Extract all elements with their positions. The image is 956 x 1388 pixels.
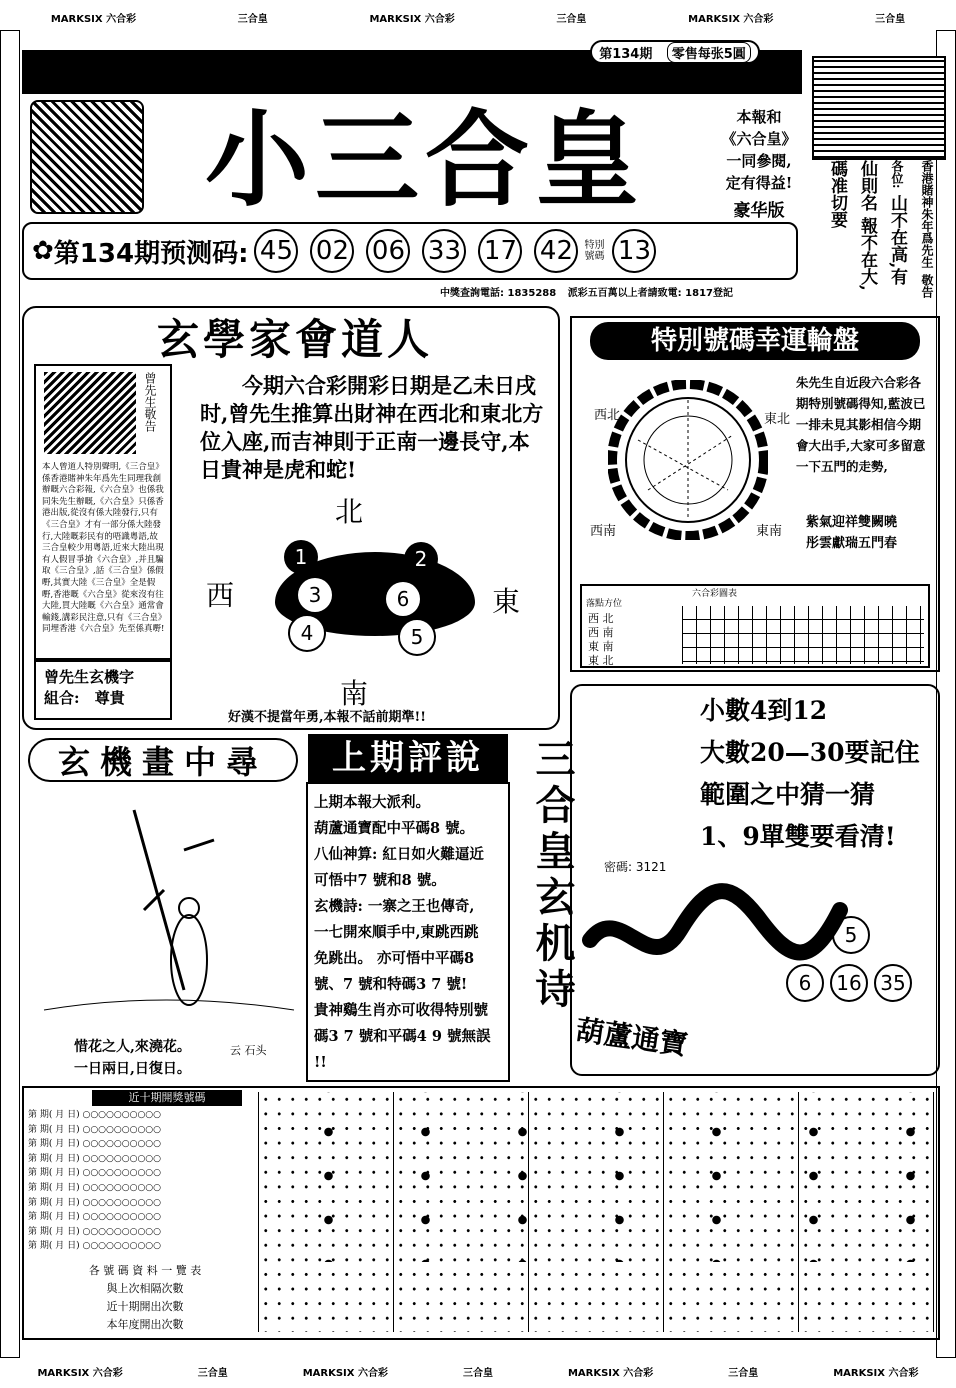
strip-item: 三合皇 xyxy=(728,1367,759,1379)
prediction-label: 第134期预测码: xyxy=(53,238,249,269)
page-title: 小三合皇 xyxy=(204,99,645,221)
history-row: 第 期( 月 日) ○○○○○○○○○○ xyxy=(28,1139,162,1150)
issue-label: 第134期 xyxy=(599,46,653,62)
history-row: 第 期( 月 日) ○○○○○○○○○○ xyxy=(28,1153,162,1164)
strip-item: 三合皇 xyxy=(462,1367,493,1379)
caption-sign: 云 石头 xyxy=(230,1044,267,1057)
review-line: !! xyxy=(314,1054,327,1071)
hotline-phone2: 1817登記 xyxy=(685,288,734,299)
price-label: 零售每张5圓 xyxy=(667,42,751,63)
sub-line: 定有得益! xyxy=(725,174,793,192)
review-line: 號、7 號和特碼3 7 號! xyxy=(314,976,468,993)
strip-item: MARKSIX 六合彩 xyxy=(37,1367,123,1379)
review-line: 一七開來順手中,東跳西跳 xyxy=(314,924,479,941)
history-foot-line: 近十期開出次數 xyxy=(106,1300,184,1313)
poem-line: 紫氣迎祥雙闕曉 xyxy=(806,515,898,530)
hotline-label: 中獎查詢電話: xyxy=(440,288,504,299)
review-line: 免跳出。 亦可悟中平碼8 xyxy=(314,950,475,967)
history-row: 第 期( 月 日) ○○○○○○○○○○ xyxy=(28,1226,162,1237)
poem-line: 彤雲獻瑞五門春 xyxy=(806,536,898,551)
review-text xyxy=(314,790,510,1076)
hint-number: 5 xyxy=(832,916,870,954)
notice-col: 敬告各位: xyxy=(890,160,934,298)
wheel-poem xyxy=(806,512,897,554)
wheel-table-row: 東 北 xyxy=(588,654,614,667)
xuanji-zi-box xyxy=(34,660,172,720)
review-line: 可悟中7 號和8 號。 xyxy=(314,872,446,889)
history-row: 第 期( 月 日) ○○○○○○○○○○ xyxy=(28,1182,162,1193)
dir-north: 北 xyxy=(335,495,364,528)
zeng-photo xyxy=(44,372,136,454)
strip-item: MARKSIX 六合彩 xyxy=(50,13,137,25)
history-row-label: 第 期( 月 日) xyxy=(28,1212,80,1223)
circle-number: 1 xyxy=(284,540,318,574)
hint-number: 35 xyxy=(874,964,912,1002)
zeng-notice-col: 曾先生敬告 xyxy=(143,372,157,432)
history-foot-line: 各 號 碼 資 料 一 覽 表 xyxy=(88,1264,202,1277)
history-row-label: 第 期( 月 日) xyxy=(28,1241,80,1252)
history-row-label: 第 期( 月 日) xyxy=(28,1182,80,1193)
hint-line: 小數4到12 xyxy=(700,696,828,725)
issue-badge xyxy=(590,40,760,64)
dir-south: 南 xyxy=(340,677,369,710)
hint-code: 密碼: 3121 xyxy=(604,860,667,874)
prediction-number: 33 xyxy=(422,229,466,273)
circle-number: 3 xyxy=(298,578,332,612)
hint-line: 大數20—30要記住 xyxy=(700,738,920,767)
wheel-table-row: 西 北 xyxy=(588,612,614,625)
wheel-dir-se: 東南 xyxy=(756,524,783,539)
mascot-image xyxy=(30,100,144,214)
prediction-bar xyxy=(22,222,798,280)
title-sub-text xyxy=(714,106,804,222)
history-title: 近十期開獎號碼 xyxy=(92,1090,242,1106)
review-line: 八仙神算: 紅日如火難逼近 xyxy=(314,846,484,863)
review-line: 上期本報大派利。 xyxy=(314,794,430,811)
zuhe-value: 尊貴 xyxy=(94,689,125,707)
lady-bamboo-drawing xyxy=(34,790,300,1030)
strip-item: MARKSIX 六合彩 xyxy=(567,1367,654,1379)
sub-line: 本報和 xyxy=(736,108,782,126)
caption-line: 惜花之人,來澆花。 xyxy=(74,1039,191,1055)
history-foot-line: 本年度開出次數 xyxy=(106,1318,184,1331)
history-row: 第 期( 月 日) ○○○○○○○○○○ xyxy=(28,1241,162,1252)
xuanxue-footer: 好漢不提當年勇,本報不話前期準!! xyxy=(228,710,426,725)
prediction-number: 45 xyxy=(254,229,298,273)
logo-icon: ✿ xyxy=(32,236,54,266)
special-label: 特別號碼 xyxy=(584,240,605,262)
bottom-brand-strip xyxy=(0,1358,956,1384)
history-row-label: 第 期( 月 日) xyxy=(28,1197,80,1208)
circle-number: 4 xyxy=(288,614,326,652)
wheel-dir-nw: 西北 xyxy=(594,408,621,423)
prediction-number: 42 xyxy=(534,229,578,273)
review-line: 碼3 7 號和平碼4 9 號無誤 xyxy=(314,1028,491,1045)
wheel-table-row: 東 南 xyxy=(588,640,614,653)
hint-text xyxy=(700,690,920,858)
history-row-label: 第 期( 月 日) xyxy=(28,1139,80,1150)
hint-line: 1、9單雙要看清! xyxy=(700,822,896,851)
founder-notice xyxy=(812,160,942,300)
history-row-label: 第 期( 月 日) xyxy=(28,1124,80,1135)
wheel-title: 特別號碼幸運輪盤 xyxy=(590,322,920,360)
history-row-label: 第 期( 月 日) xyxy=(28,1168,80,1179)
strip-item: MARKSIX 六合彩 xyxy=(833,1367,919,1379)
xuanji-picture xyxy=(34,790,300,1080)
edition-label: 豪华版 xyxy=(733,201,785,221)
dot-matrix-hits xyxy=(258,1092,936,1262)
wheel-table-grid xyxy=(682,606,924,664)
circle-number: 5 xyxy=(398,618,436,656)
history-rows xyxy=(28,1108,250,1254)
zuhe-label: 組合: xyxy=(44,689,80,707)
review-line: 貴神鷄生肖亦可收得特別號 xyxy=(314,1002,488,1019)
dir-west: 西 xyxy=(206,579,235,612)
xuanji-label: 曾先生玄機字 xyxy=(44,668,135,686)
wheel-table-title: 六合彩圖表 xyxy=(692,589,738,599)
strip-item: 三合皇 xyxy=(197,1367,228,1379)
strip-item: 三合皇 xyxy=(556,13,587,25)
hint-number: 6 xyxy=(786,964,824,1002)
lucky-wheel xyxy=(608,380,768,540)
wheel-dir-ne: 東北 xyxy=(764,412,791,427)
prediction-number: 02 xyxy=(310,229,354,273)
left-border-strip xyxy=(0,30,20,1358)
xuanxue-main-text: 今期六合彩開彩日期是乙未日戌时,曾先生推算出財神在西北和東北方位入座,而吉神則于正南一邊長守,本日貴神是虎和蛇! xyxy=(200,373,544,482)
wheel-text: 朱先生自近段六合彩各期特別號碼得知,藍波已一排未見其影相信今期會大出手,大家可多留意一下五門的走勢, xyxy=(796,375,926,474)
wheel-table xyxy=(580,584,930,668)
circle-number: 2 xyxy=(404,542,438,576)
history-foot-line: 與上次相隔次數 xyxy=(106,1282,184,1295)
wheel-dir-sw: 西南 xyxy=(590,524,617,539)
caption-line: 一日兩日,日復日。 xyxy=(74,1061,191,1077)
notice-col: 香港賭神朱年爲先生 xyxy=(920,160,934,268)
founder-photo xyxy=(812,56,946,160)
xuanji-pic-title: 玄機畫中尋 xyxy=(28,738,298,782)
top-brand-strip xyxy=(0,4,956,30)
history-row: 第 期( 月 日) ○○○○○○○○○○ xyxy=(28,1168,162,1179)
hotline-line xyxy=(440,284,733,299)
history-row: 第 期( 月 日) ○○○○○○○○○○ xyxy=(28,1197,162,1208)
hotline-label2: 派彩五百萬以上者請致電: xyxy=(567,288,682,299)
wheel-table-row: 西 南 xyxy=(588,626,614,639)
wheel-table-head: 落點方位 xyxy=(586,599,623,609)
history-row: 第 期( 月 日) ○○○○○○○○○○ xyxy=(28,1124,162,1135)
prediction-number: 06 xyxy=(366,229,410,273)
hint-line: 範圍之中猜一猜 xyxy=(700,780,876,809)
history-foot xyxy=(40,1262,250,1334)
history-row: 第 期( 月 日) ○○○○○○○○○○ xyxy=(28,1212,162,1223)
review-line: 葫蘆通寶配中平碼8 號。 xyxy=(314,820,475,837)
history-row-label: 第 期( 月 日) xyxy=(28,1153,80,1164)
strip-item: MARKSIX 六合彩 xyxy=(688,13,774,25)
review-line: 玄機詩: 一寨之王也傳奇, xyxy=(314,898,475,915)
special-number: 13 xyxy=(612,229,656,273)
sub-line: 一同參閱, xyxy=(726,152,792,170)
dir-east: 東 xyxy=(492,585,521,618)
strip-item: MARKSIX 六合彩 xyxy=(369,13,455,25)
hotline-phone: 1835288 xyxy=(507,288,557,299)
strip-item: 三合皇 xyxy=(875,13,906,25)
poem-title: 三合皇玄机诗 xyxy=(529,738,575,1014)
xuanxue-title: 玄學家會道人 xyxy=(156,315,433,364)
zeng-notice-text: 本人曾道人特別聲明,《三合皇》係香港賭神朱年爲先生同理我創辦嘅六合彩報,《六合皇》也係我同朱先生辦嘅,《六合皇》只係香港出版,從沒有係大陸發行,只有《三合皇》才有一部分係大陸發行,大陸嘅彩民有的唔識粵語,故三合皇較少用粵語,近來大陸出現有人假冒爭搶《六合皇》,并且騙取《三合皇》,話《三合皇》係假嘢,其實大陸《三合皇》全是假嘢,香港嘅《六合皇》從來沒有往大陸,買大陸嘅《六合皇》通常會輸錢,講彩民注意,只有《三合皇》同埋香港《六合皇》先至係真嘢! xyxy=(42,462,165,635)
brand-gourd: 葫蘆通寶 xyxy=(574,1013,690,1062)
strip-item: 三合皇 xyxy=(237,13,268,25)
strip-item: MARKSIX 六合彩 xyxy=(302,1367,388,1379)
sub-line: 《六合皇》 xyxy=(721,130,797,148)
notice-col: 報不在大,碼准切要 xyxy=(827,160,877,291)
hint-number: 16 xyxy=(830,964,868,1002)
prediction-number: 17 xyxy=(478,229,522,273)
notice-col: 山不在高,有仙則名 xyxy=(857,160,907,286)
history-row: 第 期( 月 日) ○○○○○○○○○○ xyxy=(28,1110,162,1120)
circle-number: 6 xyxy=(386,582,420,616)
review-title: 上期評說 xyxy=(308,734,508,782)
history-row-label: 第 期( 月 日) xyxy=(28,1226,80,1237)
history-row-label: 第 期( 月 日) xyxy=(28,1110,80,1120)
